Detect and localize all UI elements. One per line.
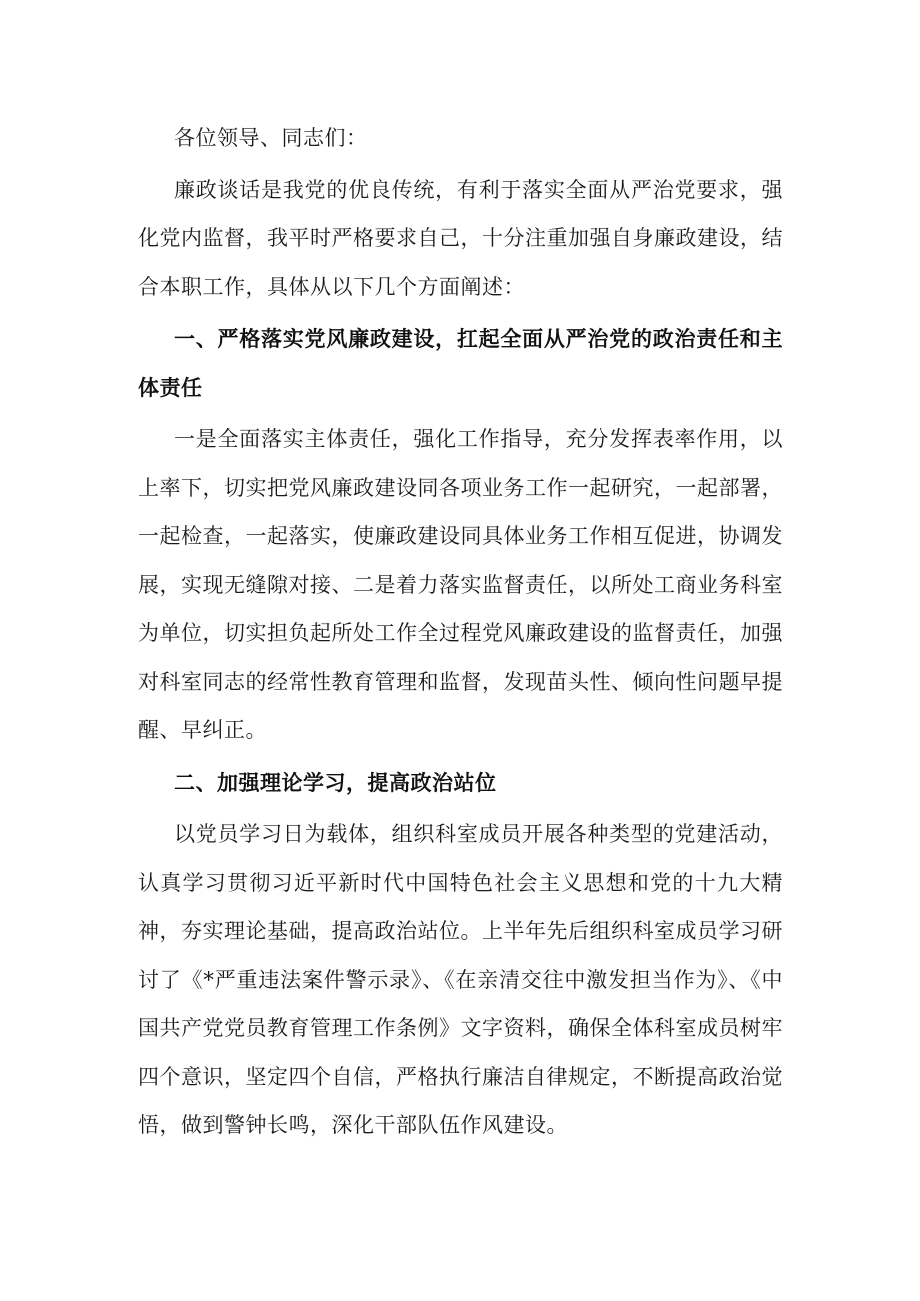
greeting: 各位领导、同志们： <box>174 126 368 150</box>
section-1-body: 一是全面落实主体责任，强化工作指导，充分发挥表率作用，以上率下，切实把党风廉政建设同各项业务工作一起研究，一起部署，一起检查，一起落实，使廉政建设同具体业务工作相互促进，协调发展，实现无缝隙对接、二是着力落实监督责任，以所处工商业务科室为单位，切实担负起所处工作全过程党风廉政建设的监督责任，加强对科室同志的经常性教育管理和监督，发现苗头性、倾向性问题早提醒、早纠正。 <box>138 427 783 742</box>
section-2-heading: 二、加强理论学习，提高政治站位 <box>174 769 497 795</box>
section-1-heading: 一、严格落实党风廉政建设，扛起全面从严治党的政治责任和主体责任 <box>138 326 783 400</box>
intro-paragraph: 廉政谈话是我党的优良传统，有利于落实全面从严治党要求，强化党内监督，我平时严格要求自己，十分注重加强自身廉政建设，结合本职工作，具体从以下几个方面阐述： <box>138 177 783 299</box>
document-body <box>138 114 783 1150</box>
section-2-body: 以党员学习日为载体，组织科室成员开展各种类型的党建活动，认真学习贯彻习近平新时代中国特色社会主义思想和党的十九大精神，夯实理论基础，提高政治站位。上半年先后组织科室成员学习研讨了《*严重违法案件警示录》、《在亲清交往中激发担当作为》、《中国共产党党员教育管理工作条例》文字资料，确保全体科室成员树牢四个意识，坚定四个自信，严格执行廉洁自律规定，不断提高政治觉悟，做到警钟长鸣，深化干部队伍作风建设。 <box>138 822 783 1137</box>
